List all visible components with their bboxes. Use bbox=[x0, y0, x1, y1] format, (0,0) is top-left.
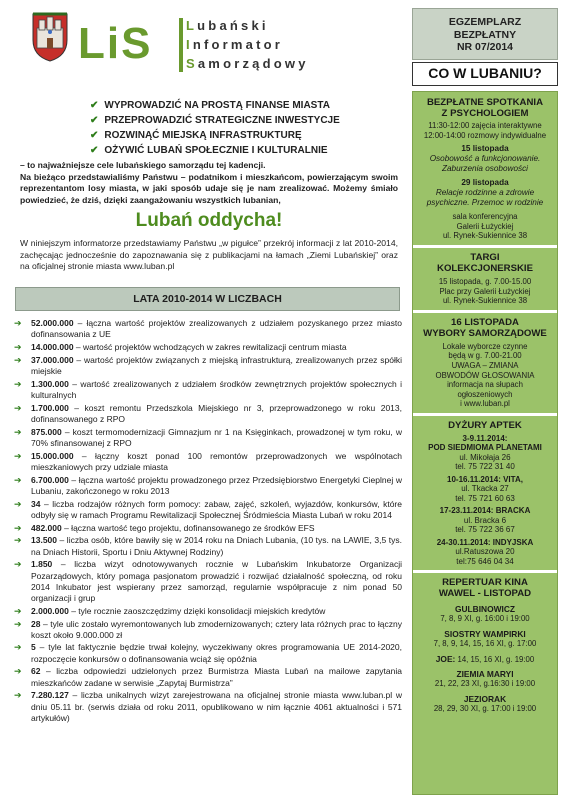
pharmacy-entry: 10-16.11.2014: VITA, bbox=[447, 474, 523, 484]
film-dates: 28, 29, 30 XI, g. 17:00 i 19:00 bbox=[433, 703, 537, 713]
arrow-icon: ➔ bbox=[14, 498, 22, 509]
film-dates: 7, 8, 9, 14, 15, 16 XI, g. 17:00 bbox=[433, 639, 537, 648]
event-topic: Zaburzenia osobowości bbox=[441, 164, 529, 174]
film-dates: 21, 22, 23 XI, g.16:30 i 19:00 bbox=[434, 679, 536, 689]
masthead-line-1: Lubański bbox=[186, 18, 269, 33]
stat-text: – wartość projektów związanych z miejską infrastrukturą, zrealizowanych przez spółki miejskie bbox=[31, 354, 402, 376]
stat-value: 7.280.127 bbox=[31, 690, 69, 701]
stat-item bbox=[10, 642, 402, 665]
goal-item: ✔ OŻYWIĆ LUBAŃ SPOŁECZNIE I KULTURALNIE bbox=[90, 145, 328, 156]
stat-text: – liczba wizyt odnotowywanych rocznie w Lubańskim Inkubatorze Organizacji Pozarządowych, który pomaga pasjonatom prowadzić i rozwijać działalność społeczną, od roku 2014 Inkubator jest wspierany przez samorząd, regularnie współpracuje z nim ponad 50 organizacji i grup bbox=[31, 559, 402, 604]
arrow-icon: ➔ bbox=[14, 426, 22, 437]
stat-value: 37.000.000 bbox=[31, 354, 74, 365]
arrow-icon: ➔ bbox=[14, 522, 22, 533]
intro-closing: W niniejszym informatorze przedstawiamy Państwu „w pigułce” przekrój informacji z lat 2010-2014, zachęcając jednocześnie do zapoznawania się z publikacjami na łamach „Ziemi Lubańskiej” oraz na oficjalnej stronie miasta www.luban.pl bbox=[20, 238, 398, 272]
arrow-icon: ➔ bbox=[14, 666, 22, 677]
pharmacy-phone: tel. 75 722 31 40 bbox=[455, 462, 515, 472]
divider bbox=[413, 413, 557, 416]
masthead-title bbox=[186, 16, 309, 73]
stats-heading: LATA 2010-2014 W LICZBACH bbox=[15, 287, 400, 311]
fair-section bbox=[413, 252, 557, 306]
pharmacy-name: POD SIEDMIOMA PLANETAMI bbox=[428, 443, 542, 453]
section-title: Z PSYCHOLOGIEM bbox=[441, 108, 529, 119]
logo-text: LiS bbox=[78, 19, 153, 68]
section-title: 16 LISTOPADA bbox=[451, 316, 519, 328]
stat-value: 28 bbox=[31, 618, 41, 629]
fair-line: 15 listopada, g. 7.00-15.00 bbox=[438, 276, 532, 286]
film-title: ZIEMIA MARYI bbox=[456, 669, 514, 680]
stat-value: 1.700.000 bbox=[31, 402, 69, 413]
elections-line: będą w g. 7.00-21.00 bbox=[448, 351, 522, 361]
hours-line: 11:30-12:00 zajęcia interaktywne bbox=[428, 121, 542, 130]
place-line: Galerii Łużyckiej bbox=[456, 221, 514, 231]
edition-line: BEZPŁATNY bbox=[453, 28, 517, 41]
arrow-icon: ➔ bbox=[14, 341, 22, 352]
headline: Lubań oddycha! bbox=[135, 210, 283, 231]
intro-paragraph bbox=[20, 160, 398, 206]
pharmacies-section bbox=[413, 420, 557, 567]
arrow-icon: ➔ bbox=[14, 559, 22, 570]
elections-line: informacja na słupach bbox=[447, 380, 523, 390]
edition-line: EGZEMPLARZ bbox=[448, 16, 522, 28]
stat-item bbox=[10, 355, 402, 378]
stat-text: – liczba unikalnych wizyt zarejestrowana na oficjalnej stronie miasta www.luban.pl w dniu 05.11 br. (serwis działa od roku 2011, opublikowano w nim łącznie 4061 aktualności i 571 artykułów) bbox=[31, 690, 402, 724]
arrow-icon: ➔ bbox=[14, 378, 22, 389]
stat-value: 52.000.000 bbox=[31, 318, 74, 328]
stat-text: – liczba osób, które bawiły się w 2014 roku na Dniach Lubania, (10 tys. na LAWIE, 3,5 tys. na Dniach Historii, Sportu i Dniu Aktywnej Rodziny) bbox=[31, 535, 402, 557]
stat-text: – liczba rodzajów różnych form pomocy: zabaw, zajęć, szkoleń, wyjazdów, konkursów, które odbyły się w ramach Programu Rewitalizacji Społecznej Śródmieścia Miasta Lubań w roku 2014 bbox=[31, 498, 402, 520]
cinema-section bbox=[413, 577, 557, 713]
stat-text: – tyle ulic zostało wyremontowanych lub zmodernizowanych; cztery lata różnych prac to łączny koszt około 9.000.000 zł bbox=[31, 618, 402, 640]
section-title: WYBORY SAMORZĄDOWE bbox=[423, 327, 547, 339]
stat-value: 875.000 bbox=[31, 426, 62, 437]
elections-line: ogłoszeniowych bbox=[457, 389, 513, 399]
section-title: DYŻURY APTEK bbox=[448, 419, 522, 431]
stat-value: 482.000 bbox=[31, 522, 62, 533]
place-line: ul. Rynek-Sukiennice 38 bbox=[442, 231, 528, 241]
check-icon: ✔ bbox=[90, 145, 99, 156]
stat-item bbox=[10, 559, 402, 604]
arrow-icon: ➔ bbox=[14, 605, 22, 616]
arrow-icon: ➔ bbox=[14, 474, 22, 485]
section-title: KOLEKCJONERSKIE bbox=[437, 262, 533, 274]
stat-value: 13.500 bbox=[31, 535, 57, 546]
check-icon: ✔ bbox=[90, 115, 99, 126]
stat-value: 34 bbox=[31, 498, 41, 509]
stat-item bbox=[10, 523, 402, 534]
stat-item bbox=[10, 690, 402, 724]
event-topic: Relacje rodzinne a zdrowie bbox=[435, 188, 535, 198]
goals-list bbox=[90, 98, 400, 158]
arrow-icon: ➔ bbox=[14, 450, 22, 461]
event-topic: Osobowość a funkcjonowanie. bbox=[429, 154, 541, 164]
pharmacy-address: ul.Ratuszowa 20 bbox=[455, 547, 515, 557]
intro-body: Na bieżąco przedstawialiśmy Państwu – podatnikom i mieszkańcom, powierzającym swoim reprezentantom losy miasta, w jaki sposób udaje się je nam zrealizować. Możemy śmiało powiedzieć, że dziś, dzięki zaangażowaniu wszystkich lubanian, bbox=[20, 171, 398, 205]
goal-item: ✔ PRZEPROWADZIĆ STRATEGICZNE INWESTYCJE bbox=[90, 115, 340, 126]
stat-item bbox=[10, 379, 402, 402]
section-title: WAWEL - LISTOPAD bbox=[438, 588, 532, 600]
arrow-icon: ➔ bbox=[14, 618, 22, 629]
stat-item bbox=[10, 403, 402, 426]
film-title: GULBINOWICZ bbox=[454, 604, 515, 615]
stat-text: – łączna wartość projektów zrealizowanych z udziałem pozyskanego przez miasto dofinansowania z UE bbox=[31, 318, 402, 340]
pharmacy-address: ul. Bracka 6 bbox=[463, 515, 507, 525]
film-title: SIOSTRY WAMPIRKI bbox=[444, 629, 526, 639]
stat-text: – wartość projektów wchodzących w zakres rewitalizacji centrum miasta bbox=[73, 341, 347, 352]
stat-item bbox=[10, 535, 402, 558]
goal-item: ✔ ROZWINĄĆ MIEJSKĄ INFRASTRUKTURĘ bbox=[90, 130, 302, 141]
stat-item bbox=[10, 619, 402, 642]
stat-text: – łączna wartość projektu prowadzonego przez Przedsiębiorstwo Energetyki Cieplnej w Lubaniu, zakończonego w roku 2013 bbox=[31, 474, 402, 496]
elections-section bbox=[413, 317, 557, 409]
stat-text: – tyle lat faktycznie będzie trwał kolejny, wyczekiwany okres programowania UE 2014-2020, rozpoczęcie konkursów o dofinansowania wciąż się opóźnia bbox=[31, 642, 402, 664]
fair-line: Plac przy Galerii Łużyckiej bbox=[439, 286, 531, 296]
pharmacy-phone: tel. 75 721 60 63 bbox=[455, 493, 515, 503]
pharmacy-phone: tel:75 646 04 34 bbox=[456, 556, 514, 566]
pharmacy-entry: 24-30.11.2014: INDYJSKA bbox=[436, 537, 534, 547]
arrow-icon: ➔ bbox=[14, 690, 22, 701]
masthead-line-3: Samorządowy bbox=[186, 56, 309, 71]
arrow-icon: ➔ bbox=[14, 402, 22, 413]
stat-value: 15.000.000 bbox=[31, 450, 74, 461]
place-line: sala konferencyjna bbox=[452, 212, 518, 222]
pharmacy-phone: tel. 75 722 36 67 bbox=[455, 525, 515, 535]
stat-item bbox=[10, 451, 402, 474]
event-date: 15 listopada bbox=[461, 144, 509, 154]
check-icon: ✔ bbox=[90, 130, 99, 141]
stat-item bbox=[10, 475, 402, 498]
edition-number: NR 07/2014 bbox=[456, 41, 514, 53]
film-entry: JOE: 14, 15, 16 XI, g. 19:00 bbox=[435, 653, 535, 664]
stat-value: 2.000.000 bbox=[31, 605, 69, 616]
stat-item bbox=[10, 427, 402, 450]
stat-item bbox=[10, 499, 402, 522]
section-title: BEZPŁATNE SPOTKANIA bbox=[426, 97, 543, 108]
pharmacy-entry: 17-23.11.2014: BRACKA bbox=[439, 506, 531, 516]
pharmacy-address: ul. Mikołaja 26 bbox=[459, 452, 511, 462]
stat-text: – łączny koszt ponad 100 remontów przeprowadzonych we wspólnotach mieszkaniowych przy udziale miasta bbox=[31, 450, 402, 472]
fair-line: ul. Rynek-Sukiennice 38 bbox=[442, 296, 528, 306]
stat-item bbox=[10, 606, 402, 617]
section-title: TARGI bbox=[470, 251, 500, 263]
masthead-line-2: Informator bbox=[186, 37, 284, 52]
divider bbox=[413, 570, 557, 573]
arrow-icon: ➔ bbox=[14, 642, 22, 653]
header bbox=[0, 0, 566, 92]
divider bbox=[413, 310, 557, 313]
goal-item: ✔ WYPROWADZIĆ NA PROSTĄ FINANSE MIASTA bbox=[90, 100, 330, 111]
intro-lead: – to najważniejsze cele lubańskiego samorządu tej kadencji. bbox=[20, 160, 266, 170]
pharmacy-address: ul. Tkacka 27 bbox=[461, 484, 509, 494]
stat-item bbox=[10, 318, 402, 341]
edition-box bbox=[412, 8, 558, 60]
event-topic: psychiczne. Przemoc w rodzinie bbox=[426, 198, 544, 208]
divider bbox=[413, 245, 557, 248]
stat-item bbox=[10, 342, 402, 353]
events-sidebar bbox=[412, 91, 558, 795]
sidebar-title: CO W LUBANIU? bbox=[412, 62, 558, 86]
event-date: 29 listopada bbox=[461, 178, 509, 188]
film-dates: 7, 8, 9 XI, g. 16:00 i 19:00 bbox=[440, 614, 530, 624]
stat-text: – łączna wartość tego projektu, dofinansowanego ze środków EFS bbox=[61, 522, 315, 533]
elections-line: i www.luban.pl bbox=[460, 399, 510, 409]
stat-text: – koszt remontu Przedszkola Miejskiego nr 3, przeprowadzonego w roku 2013, dofinansowanego z RPO bbox=[31, 402, 402, 424]
stat-value: 5 bbox=[31, 642, 36, 653]
section-title: REPERTUAR KINA bbox=[442, 577, 528, 589]
stat-text: – tyle rocznie zaoszczędzimy dzięki konsolidacji miejskich kredytów bbox=[68, 605, 326, 616]
elections-line: UWAGA – ZMIANA bbox=[451, 360, 519, 370]
arrow-icon: ➔ bbox=[14, 318, 22, 328]
stat-value: 1.850 bbox=[31, 559, 53, 570]
film-title: JEZIORAK bbox=[463, 693, 507, 704]
stat-text: – koszt termomodernizacji Gimnazjum nr 1 na Księginkach, prowadzonej w tym roku, w 70% sfinansowanej z RPO bbox=[31, 426, 402, 448]
check-icon: ✔ bbox=[90, 100, 99, 111]
stat-value: 6.700.000 bbox=[31, 474, 69, 485]
stat-value: 14.000.000 bbox=[31, 341, 74, 352]
stat-value: 62 bbox=[31, 666, 41, 677]
arrow-icon: ➔ bbox=[14, 354, 22, 365]
logo-divider bbox=[179, 18, 183, 72]
stat-text: – wartość zrealizowanych z udziałem środków zewnętrznych projektów społecznych i kulturalnych bbox=[31, 378, 402, 400]
elections-line: Lokale wyborcze czynne bbox=[442, 341, 528, 351]
hours-line: 12:00-14:00 rozmowy indywidualne bbox=[423, 130, 547, 140]
psychologist-section bbox=[413, 92, 557, 241]
stat-text: – liczba odpowiedzi udzielonych przez Burmistrza Miasta Lubań na mailowe zapytania mieszkańców zadane w serwisie „Zapytaj Burmistrza” bbox=[31, 666, 402, 688]
stat-value: 1.300.000 bbox=[31, 378, 69, 389]
coat-of-arms-icon bbox=[30, 10, 70, 62]
pharmacy-entry: 3-9.11.2014: bbox=[462, 433, 508, 443]
arrow-icon: ➔ bbox=[14, 535, 22, 546]
elections-line: OBWODÓW GŁOSOWANIA bbox=[435, 370, 535, 380]
stat-item bbox=[10, 666, 402, 689]
stats-list bbox=[10, 318, 402, 726]
